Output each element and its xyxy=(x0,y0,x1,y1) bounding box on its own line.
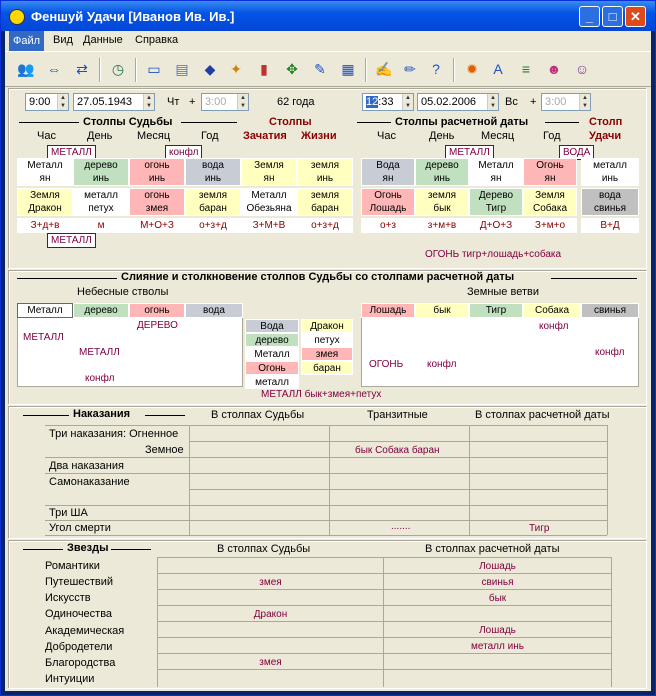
luck-formula: В+Д xyxy=(581,218,639,233)
conception-formula: З+М+В xyxy=(241,218,297,233)
transit-earth-hour[interactable]: Огонь Лошадь xyxy=(361,188,415,216)
earth-tab-horse[interactable]: Лошадь xyxy=(361,303,415,318)
merge-heaven-fire: Огонь xyxy=(245,361,299,375)
transit-time-input[interactable]: 12:33 ▲ ▼ xyxy=(362,93,414,111)
client-area xyxy=(5,87,651,691)
stars-col-fate: В столпах Судьбы xyxy=(217,543,311,555)
life-subtitle: Жизни xyxy=(301,130,337,142)
earth-label-conflict3: конфл xyxy=(427,359,457,370)
star-loneliness: Одиночества xyxy=(45,608,113,620)
earth-branches-title: Земные ветви xyxy=(467,286,539,298)
life-earth[interactable]: земля баран xyxy=(297,188,353,216)
fate-formula-hour: З+д+в xyxy=(17,218,73,233)
col-month: Месяц xyxy=(137,130,171,142)
star-romance-calc: Лошадь xyxy=(479,561,516,572)
transit-date-input[interactable]: 05.02.2006 ▲ ▼ xyxy=(417,93,499,111)
menu-help[interactable]: Справка xyxy=(135,34,179,46)
arrows-out-icon[interactable]: ⇄ xyxy=(76,61,88,77)
transit-heaven-day[interactable]: дерево инь xyxy=(415,158,469,186)
merge-earth-snake: змея xyxy=(301,347,353,361)
transit-earth-year[interactable]: Земля Собака xyxy=(523,188,577,216)
compass-icon[interactable]: ✥ xyxy=(286,61,298,77)
transit-pillars-title: Столпы расчетной даты xyxy=(395,116,529,128)
wand-icon[interactable]: ✦ xyxy=(230,61,242,77)
stars-col-calc: В столпах расчетной даты xyxy=(425,543,560,555)
col-transit-month: Месяц xyxy=(481,130,515,142)
conception-earth[interactable]: Металл Обезьяна xyxy=(241,188,297,216)
transit-formula-year: З+м+о xyxy=(523,218,577,233)
age-label: 62 года xyxy=(277,96,315,108)
fate-formula-day: м xyxy=(73,218,129,233)
transit-day-label: МЕТАЛЛ xyxy=(445,145,494,160)
punish-death-transit: ....... xyxy=(391,521,411,532)
help-icon[interactable]: ? xyxy=(432,61,440,77)
transit-formula-hour: о+з xyxy=(361,218,415,233)
arrows-in-icon[interactable]: ⇔ xyxy=(47,61,61,77)
heaven-tab-water[interactable]: вода xyxy=(185,303,243,318)
book-icon[interactable]: ▤ xyxy=(175,61,189,77)
merge-heaven-metal2: металл xyxy=(245,375,299,389)
merge-heaven-water: Вода xyxy=(245,319,299,333)
transit-heaven-hour[interactable]: Вода ян xyxy=(361,158,415,186)
merge-heaven-wood: дерево xyxy=(245,333,299,347)
punishments-title: Наказания xyxy=(73,408,131,420)
star-intuition: Интуиции xyxy=(45,673,95,685)
window-icon[interactable]: ▭ xyxy=(147,61,161,77)
earth-tab-pig[interactable]: свинья xyxy=(581,303,639,318)
star-nobility-fate: змея xyxy=(259,657,282,668)
menu-bar xyxy=(5,31,651,51)
merge-earth-rooster: петух xyxy=(301,333,353,347)
transit-weekday: Вс xyxy=(505,96,518,108)
chart-icon[interactable]: ▮ xyxy=(260,61,268,77)
transit-year-label: ВОДА xyxy=(559,145,594,160)
menu-file[interactable]: Файл xyxy=(9,31,44,51)
fate-heaven-month[interactable]: огонь инь xyxy=(129,158,185,186)
fate-month-label: конфл xyxy=(165,145,202,160)
earth-tab-dog[interactable]: Собака xyxy=(523,303,581,318)
conception-subtitle: Зачатия xyxy=(243,130,287,142)
birth-offset-input[interactable]: 3:00 ▲ ▼ xyxy=(201,93,249,111)
earth-tab-ox[interactable]: бык xyxy=(415,303,469,318)
birth-date-input[interactable]: 27.05.1943 ▲ ▼ xyxy=(73,93,155,111)
luck-heaven[interactable]: металл инь xyxy=(581,158,639,186)
diamond-icon[interactable]: ◆ xyxy=(204,61,216,77)
abc-icon[interactable]: A xyxy=(493,61,503,77)
earth-label-conflict2: конфл xyxy=(595,347,625,358)
heaven-label-conflict: конфл xyxy=(85,373,115,384)
toolbar xyxy=(5,51,651,87)
star-academic: Академическая xyxy=(45,625,125,637)
heaven-stems-title: Небесные стволы xyxy=(77,286,169,298)
col-year: Год xyxy=(201,130,219,142)
punish-row-sha: Три ША xyxy=(49,507,88,519)
minimize-button[interactable]: _ xyxy=(579,6,600,27)
fate-heaven-hour[interactable]: Металл ян xyxy=(17,158,73,186)
menu-view[interactable]: Вид xyxy=(53,34,73,46)
app-icon xyxy=(9,9,25,25)
maximize-button[interactable]: □ xyxy=(602,6,623,27)
fate-heaven-year[interactable]: вода инь xyxy=(185,158,241,186)
punish-earth-transit: бык Собака баран xyxy=(355,445,440,456)
transit-heaven-month[interactable]: Металл ян xyxy=(469,158,523,186)
merge-title: Слияние и столкновение столпов Судьбы со столпами расчетной даты xyxy=(121,271,515,283)
note-icon[interactable]: ✍ xyxy=(375,61,393,77)
star-academic-calc: Лошадь xyxy=(479,625,516,636)
star-romance: Романтики xyxy=(45,560,100,572)
punish-col-calc: В столпах расчетной даты xyxy=(475,409,610,421)
window-title: Феншуй Удачи [Иванов Ив. Ив.] xyxy=(31,9,235,24)
transit-earth-month[interactable]: Дерево Тигр xyxy=(469,188,523,216)
punish-col-fate: В столпах Судьбы xyxy=(211,409,305,421)
earth-label-fire: ОГОНЬ xyxy=(369,359,404,370)
conception-heaven[interactable]: Земля ян xyxy=(241,158,297,186)
fate-bottom-label: МЕТАЛЛ xyxy=(47,233,96,248)
close-button[interactable]: ✕ xyxy=(625,6,646,27)
life-formula: о+з+д xyxy=(297,218,353,233)
fate-earth-month[interactable]: огонь змея xyxy=(129,188,185,216)
transit-bottom-label: ОГОНЬ тигр+лошадь+собака xyxy=(425,249,562,260)
transit-earth-day[interactable]: земля бык xyxy=(415,188,469,216)
heaven-label-wood: ДЕРЕВО xyxy=(137,320,178,331)
merge-earth-sheep: баран xyxy=(301,361,353,375)
heaven-label-metal2: МЕТАЛЛ xyxy=(79,347,120,358)
punish-row-death: Угол смерти xyxy=(49,522,111,534)
star-arts: Искусств xyxy=(45,592,91,604)
fate-formula-year: о+з+д xyxy=(185,218,241,233)
fate-day-label: МЕТАЛЛ xyxy=(47,145,96,160)
star-virtue-calc: металл инь xyxy=(471,641,524,652)
luck-title: Столп xyxy=(589,116,623,128)
star-icon[interactable]: ✹ xyxy=(466,61,478,77)
luck-earth[interactable]: вода свинья xyxy=(581,188,639,216)
pencil-icon[interactable]: ✏ xyxy=(404,61,416,77)
birth-weekday: Чт xyxy=(167,96,180,108)
edit-icon[interactable]: ✎ xyxy=(314,61,326,77)
col-transit-day: День xyxy=(429,130,455,142)
col-day: День xyxy=(87,130,113,142)
users-swap-icon[interactable]: ☺ xyxy=(574,61,590,77)
users-icon[interactable]: ☻ xyxy=(546,61,562,77)
fate-pillars-title: Столпы Судьбы xyxy=(83,116,173,128)
transit-plus-label: + xyxy=(530,96,537,108)
punish-row-two: Два наказания xyxy=(49,460,124,472)
grid-icon[interactable]: ▦ xyxy=(341,61,355,77)
punish-death-calc: Тигр xyxy=(529,523,550,534)
earth-tab-tiger[interactable]: Тигр xyxy=(469,303,523,318)
conception-title: Столпы xyxy=(269,116,312,128)
fate-heaven-day[interactable]: дерево инь xyxy=(73,158,129,186)
fate-earth-hour[interactable]: Земля Дракон xyxy=(17,188,73,216)
star-travel-calc: свинья xyxy=(481,577,514,588)
star-loneliness-fate: Дракон xyxy=(253,609,288,620)
life-heaven[interactable]: земля инь xyxy=(297,158,353,186)
menu-data[interactable]: Данные xyxy=(83,34,123,46)
merge-bottom-label: МЕТАЛЛ бык+змея+петух xyxy=(261,389,382,400)
fate-earth-year[interactable]: земля баран xyxy=(185,188,241,216)
people-icon[interactable]: 👥 xyxy=(17,61,35,77)
heaven-tab-metal[interactable]: Металл xyxy=(17,303,73,318)
merge-heaven-metal: Металл xyxy=(245,347,299,361)
clock-icon[interactable]: ◷ xyxy=(111,61,125,77)
heaven-label-metal1: МЕТАЛЛ xyxy=(23,332,64,343)
transit-offset-input[interactable]: 3:00 ▲ ▼ xyxy=(541,93,591,111)
punish-row-fire: Три наказания: Огненное xyxy=(49,428,179,440)
birth-time-input[interactable]: 9:00 ▲ ▼ xyxy=(25,93,69,111)
star-arts-calc: бык xyxy=(488,593,507,604)
title-bar[interactable] xyxy=(1,1,655,31)
transit-formula-month: Д+О+З xyxy=(469,218,523,233)
star-travel: Путешествий xyxy=(45,576,114,588)
list-icon[interactable]: ≡ xyxy=(521,61,531,77)
transit-formula-day: з+м+в xyxy=(415,218,469,233)
birth-plus-label: + xyxy=(189,96,196,108)
punish-row-earth: Земное xyxy=(145,444,184,456)
punish-col-transit: Транзитные xyxy=(367,409,428,421)
stars-title: Звезды xyxy=(67,542,109,554)
transit-heaven-year[interactable]: Огонь ян xyxy=(523,158,577,186)
star-virtue: Добродетели xyxy=(45,641,113,653)
earth-label-conflict1: конфл xyxy=(539,321,569,332)
star-travel-fate: змея xyxy=(259,577,282,588)
star-nobility: Благородства xyxy=(45,657,116,669)
luck-subtitle: Удачи xyxy=(589,130,622,142)
col-transit-hour: Час xyxy=(377,130,396,142)
fate-formula-month: М+О+З xyxy=(129,218,185,233)
heaven-tab-wood[interactable]: дерево xyxy=(73,303,129,318)
fate-earth-day[interactable]: металл петух xyxy=(73,188,129,216)
merge-earth-dragon: Дракон xyxy=(301,319,353,333)
col-hour: Час xyxy=(37,130,56,142)
col-transit-year: Год xyxy=(543,130,561,142)
punish-row-self: Самонаказание xyxy=(49,476,130,488)
heaven-tab-fire[interactable]: огонь xyxy=(129,303,185,318)
